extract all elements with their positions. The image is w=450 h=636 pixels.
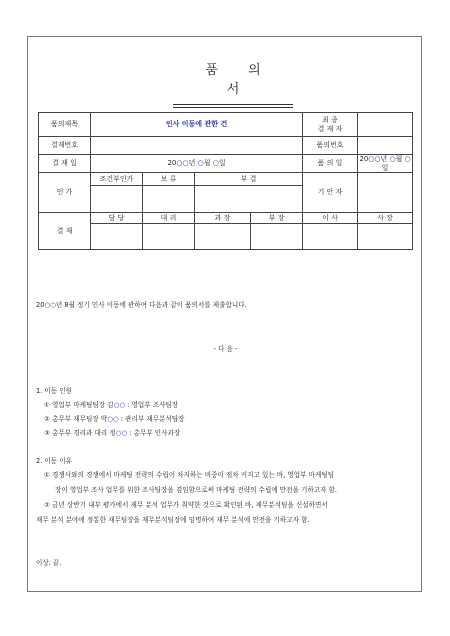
reject-label: 부 결: [195, 173, 303, 186]
sign-box: [303, 224, 358, 250]
proposal-no-value: [358, 137, 413, 155]
role-header: 대 리: [143, 213, 195, 224]
reason-line: 금년 상반기 내부 평가에서 재무 분석 업무가 취약한 것으로 확인된 바, 재무분석팀을 신설하면서: [52, 501, 328, 509]
reason-item: [44, 469, 334, 479]
conditional-value: [91, 186, 143, 213]
role-header: 담 당: [91, 213, 143, 224]
sign-box: [251, 224, 303, 250]
item-bullet: ②: [44, 415, 50, 423]
subject-value: 인사 이동에 관한 건: [91, 113, 303, 137]
reason-line: 재무 분석 분야에 정통한 재무팀장을 재무분석팀장에 임명하여 재무 분석에 만전을 기하고자 함.: [36, 516, 310, 524]
item-text: 영업부 마케팅팀장 김: [52, 401, 114, 409]
proposal-date-day-mark: ○: [404, 155, 411, 164]
role-header: 사 장: [358, 213, 413, 224]
permit-label: 인 가: [39, 173, 91, 213]
approval-form-table: [38, 112, 413, 250]
section1-title: 1. 이동 인원: [36, 387, 72, 395]
conditional-label: 조건부인가: [91, 173, 143, 186]
item-bullet: ②: [44, 501, 50, 509]
document-page: [27, 36, 422, 592]
item-bullet: ③: [44, 429, 50, 437]
item-name-mark: ○○: [113, 401, 126, 409]
item-name-mark: ○○: [107, 415, 119, 423]
intro-year-mark: ○○: [44, 301, 56, 309]
list-item: [44, 413, 185, 423]
reject-value: [195, 186, 303, 213]
item-name-mark: ○○: [115, 429, 128, 437]
sign-box: [143, 224, 195, 250]
role-header: 부 장: [251, 213, 303, 224]
role-header: 과 장: [195, 213, 251, 224]
subject-label: 품의제목: [39, 113, 91, 137]
section2-title: 2. 이동 이유: [36, 457, 72, 465]
sign-box: [195, 224, 251, 250]
hold-label: 보 류: [143, 173, 195, 186]
item-destination: : 관리부 재무분석팀장: [118, 415, 185, 423]
final-approver-value: [358, 113, 413, 137]
title-underline-double: [173, 107, 293, 108]
proposal-date-year-prefix: 20: [359, 155, 369, 164]
list-item: [44, 399, 178, 409]
proposal-date-month-mark: ○: [389, 155, 396, 164]
sign-box: [91, 224, 143, 250]
item-bullet: ①: [44, 471, 50, 479]
title-block: [173, 59, 293, 108]
reason-item: [44, 499, 328, 509]
approval-date-month-mark: ○: [197, 159, 204, 168]
reason-line: 장이 영업부 조사 업무를 위한 조사팀장을 겸임함으로써 마케팅 전략의 수립에 만전을 기하고자 함.: [55, 486, 338, 494]
approval-date-year-mark: ○○: [176, 159, 189, 168]
list-heading: - 다 음 -: [213, 345, 238, 353]
approval-date-year-unit: 년: [188, 159, 198, 168]
item-destination: : 총무부 인사과장: [127, 429, 181, 437]
reason-line: 경쟁사와의 경쟁에서 마케팅 전략의 수립이 차지하는 비중이 점차 커지고 있는 바, 영업부 마케팅팀: [52, 471, 335, 479]
approval-date-day-mark: ○: [212, 159, 219, 168]
drafter-value: [358, 173, 413, 213]
intro-paragraph: [36, 299, 247, 309]
proposal-date-label: 품 의 일: [303, 155, 358, 173]
item-text: 총무부 경리과 대리 정: [52, 429, 116, 437]
closing-text: 이상. 끝.: [36, 559, 62, 567]
title-underline: [173, 104, 293, 105]
final-approver-label: 최 종 결 재 자: [303, 113, 358, 137]
intro-year-prefix: 20: [36, 301, 45, 309]
approval-no-label: 결재번호: [39, 137, 91, 155]
sign-box: [358, 224, 413, 250]
proposal-date-day-unit: 일: [381, 163, 389, 172]
approval-date-month-unit: 월: [203, 159, 213, 168]
proposal-date-value: [358, 155, 413, 173]
proposal-no-label: 품의번호: [303, 137, 358, 155]
item-destination: : 영업부 조사팀장: [125, 401, 179, 409]
proposal-date-month-unit: 월: [395, 155, 405, 164]
page-title: 품 의 서: [205, 63, 274, 97]
proposal-date-year-unit: 년: [380, 155, 390, 164]
sign-label: 결 재: [39, 213, 91, 250]
proposal-date-year-mark: ○○: [368, 155, 381, 164]
approval-no-value: [91, 137, 303, 155]
list-item: [44, 427, 180, 437]
approval-date-year-prefix: 20: [167, 159, 177, 168]
approval-date-value: [91, 155, 303, 173]
item-text: 총무부 재무팀장 박: [52, 415, 108, 423]
item-bullet: ①: [44, 401, 50, 409]
approval-date-day-unit: 일: [218, 159, 226, 168]
drafter-label: 기 안 자: [303, 173, 358, 213]
hold-value: [143, 186, 195, 213]
role-header: 이 사: [303, 213, 358, 224]
intro-text: 년 8월 정기 인사 이동에 관하여 다음과 같이 품의서를 제출합니다.: [55, 301, 247, 309]
approval-date-label: 결 재 일: [39, 155, 91, 173]
